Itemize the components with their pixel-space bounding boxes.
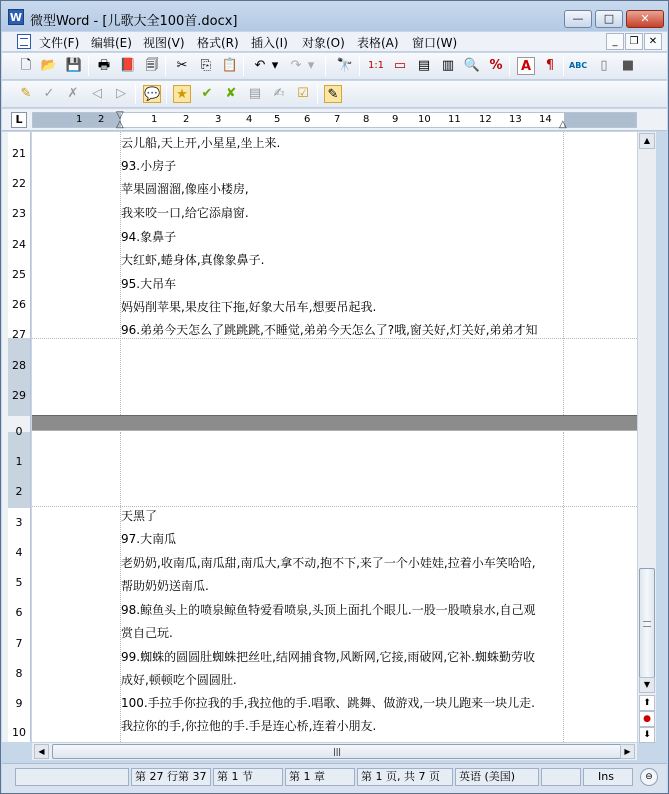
- vruler-number: 3: [15, 516, 23, 529]
- vruler-number: 27: [12, 328, 26, 341]
- standard-toolbar: [2, 53, 667, 80]
- horizontal-ruler[interactable]: [32, 112, 637, 128]
- maximize-icon: □: [603, 12, 615, 25]
- vruler-number: 1: [15, 455, 23, 468]
- ruler-number: 13: [509, 114, 522, 125]
- undo-icon[interactable]: ↶: [254, 58, 266, 73]
- shading-icon[interactable]: ■: [621, 58, 635, 73]
- title-bar: [1, 1, 668, 31]
- spelling-icon[interactable]: ABC: [569, 61, 588, 70]
- accept-change-icon[interactable]: ✓: [43, 86, 55, 101]
- review-pane-icon[interactable]: ▤: [248, 86, 262, 101]
- ruler-number: 11: [448, 114, 461, 125]
- text-line[interactable]: 96.弟弟今天怎么了跳跳跳,不睡觉,弟弟今天怎么了?哦,窗关好,灯关好,弟弟才知: [121, 323, 538, 337]
- vruler-number: 9: [15, 697, 23, 710]
- comment-icon[interactable]: 💬: [144, 87, 161, 102]
- ruler-number: 6: [304, 114, 311, 125]
- undo-dropdown-icon[interactable]: ▾: [271, 58, 279, 73]
- review-pane-toggle-icon[interactable]: ✎: [324, 85, 342, 103]
- document-icon[interactable]: [17, 34, 31, 49]
- scroll-right-button[interactable]: ▶: [620, 744, 635, 759]
- mdi-close-button[interactable]: ✕: [644, 33, 662, 50]
- first-line-indent-marker[interactable]: ▽: [116, 110, 124, 121]
- maximize-button[interactable]: [595, 10, 623, 28]
- redo-icon[interactable]: ↷: [290, 58, 302, 73]
- scroll-left-button[interactable]: ◀: [34, 744, 49, 759]
- vruler-number: 26: [12, 298, 26, 311]
- pdf-export-icon[interactable]: 📕: [119, 58, 137, 73]
- text-line[interactable]: 帮助奶奶送南瓜.: [121, 579, 209, 593]
- next-page-button[interactable]: ⬇: [639, 727, 655, 743]
- accept-all-icon[interactable]: ✔: [201, 86, 213, 101]
- ruler-number: 4: [246, 114, 253, 125]
- vruler-number: 7: [15, 637, 23, 650]
- text-line[interactable]: 云儿船,天上开,小星星,坐上来.: [121, 136, 281, 150]
- vruler-number: 28: [12, 359, 26, 372]
- menu-view[interactable]: 视图(V): [143, 36, 185, 50]
- print-icon[interactable]: 🖶: [97, 58, 111, 73]
- vruler-number: 24: [12, 238, 26, 251]
- previous-page-button[interactable]: ⬆: [639, 695, 655, 711]
- vruler-number: 5: [15, 576, 23, 589]
- copy-icon[interactable]: ⎘: [200, 58, 212, 73]
- status-page: 第 1 页, 共 7 页: [357, 768, 453, 786]
- one-page-icon[interactable]: ▭: [393, 58, 407, 73]
- zoom-icon[interactable]: 🔍: [463, 58, 481, 73]
- toolbar-separator: [359, 56, 360, 76]
- mdi-restore-button[interactable]: ❐: [625, 33, 643, 50]
- text-line[interactable]: 98.鲸鱼头上的喷泉鲸鱼特爱看喷泉,头顶上面扎个眼儿.一股一股喷泉水,自己观: [121, 603, 536, 617]
- ruler-bar: [2, 109, 667, 131]
- toolbar-separator: [509, 56, 510, 76]
- menu-file[interactable]: 文件(F): [39, 36, 80, 50]
- menu-table[interactable]: 表格(A): [357, 36, 399, 50]
- find-icon[interactable]: 🔭: [336, 58, 354, 73]
- document-editing-area[interactable]: [32, 132, 637, 742]
- status-empty-pane: [541, 768, 581, 786]
- minimize-icon: —: [572, 12, 584, 25]
- ruler-number: 2: [98, 114, 105, 125]
- vruler-bottom-margin: [8, 338, 30, 416]
- window-title: 微型Word - [儿歌大全100首.docx]: [30, 14, 238, 29]
- vruler-number: 25: [12, 268, 26, 281]
- menu-format[interactable]: 格式(R): [197, 36, 239, 50]
- menu-insert[interactable]: 插入(I): [251, 36, 288, 50]
- review-options-icon[interactable]: ✍: [273, 86, 285, 101]
- horizontal-scroll-thumb[interactable]: [52, 744, 622, 759]
- print-preview-icon[interactable]: 🗐: [145, 58, 159, 73]
- menu-bar: [2, 32, 667, 52]
- status-section: 第 1 节: [213, 768, 283, 786]
- review-done-icon[interactable]: ☑: [297, 86, 309, 101]
- open-folder-icon[interactable]: 📂: [40, 58, 58, 73]
- mdi-minimize-button[interactable]: _: [606, 33, 624, 50]
- tab-selector-button[interactable]: L: [11, 112, 27, 128]
- status-empty-pane: [15, 768, 129, 786]
- vertical-scrollbar[interactable]: [637, 132, 656, 742]
- cut-icon[interactable]: ✂: [176, 58, 188, 73]
- ruler-number: 2: [183, 114, 190, 125]
- horizontal-scrollbar[interactable]: [32, 742, 637, 760]
- vruler-number: 4: [15, 546, 23, 559]
- ruler-number: 9: [392, 114, 399, 125]
- vruler-number: 29: [12, 389, 26, 402]
- scroll-down-button[interactable]: ▼: [639, 677, 655, 693]
- vruler-number: 0: [15, 425, 23, 438]
- toolbar-separator: [325, 56, 326, 76]
- save-icon[interactable]: 💾: [65, 58, 83, 73]
- text-line[interactable]: 老奶奶,收南瓜,南瓜甜,南瓜大,拿不动,抱不下,来了一个小娃娃,拉着小车笑哈哈,: [121, 556, 536, 570]
- vruler-number: 2: [15, 485, 23, 498]
- ruler-number: 10: [418, 114, 431, 125]
- percent-zoom-icon[interactable]: %: [489, 58, 503, 73]
- status-insert-mode[interactable]: Ins: [583, 768, 633, 786]
- close-button[interactable]: [626, 10, 664, 28]
- two-pages-icon[interactable]: ▥: [441, 58, 455, 73]
- text-line[interactable]: 100.手拉手你拉我的手,我拉他的手.唱歌、跳舞、做游戏,一块儿跑来一块儿走.: [121, 696, 535, 710]
- previous-change-icon[interactable]: ◁: [92, 86, 102, 101]
- track-change-icon[interactable]: ✎: [20, 86, 32, 101]
- vertical-scroll-thumb[interactable]: [639, 568, 655, 678]
- text-line[interactable]: 赏自己玩.: [121, 626, 173, 640]
- scroll-up-button[interactable]: ▲: [639, 133, 655, 149]
- left-indent-marker[interactable]: △: [116, 119, 124, 130]
- menu-edit[interactable]: 编辑(E): [91, 36, 132, 50]
- text-line[interactable]: 成好,顿顿吃个圆圆肚.: [121, 673, 237, 687]
- mark-icon[interactable]: ★: [173, 85, 191, 103]
- toolbar-separator: [317, 84, 318, 104]
- ruler-number: 1: [76, 114, 83, 125]
- vruler-number: 10: [12, 726, 26, 739]
- paragraph-icon[interactable]: ¶: [545, 58, 555, 73]
- right-indent-marker[interactable]: △: [559, 119, 567, 130]
- toolbar-separator: [135, 84, 136, 104]
- ruler-number: 8: [363, 114, 370, 125]
- word-app-icon[interactable]: W: [9, 11, 23, 24]
- next-change-icon[interactable]: ▷: [116, 86, 126, 101]
- ruler-number: 3: [215, 114, 222, 125]
- toolbar-separator: [88, 56, 89, 76]
- menu-object[interactable]: 对象(O): [302, 36, 345, 50]
- text-line[interactable]: 天黑了: [121, 509, 158, 523]
- grip-icon: |||: [333, 747, 342, 756]
- text-line[interactable]: 大红虾,蜷身体,真像象鼻子.: [121, 253, 265, 267]
- ruler-number: 14: [539, 114, 552, 125]
- new-document-icon[interactable]: 🗋: [20, 58, 32, 73]
- text-line[interactable]: 我拉你的手,你拉他的手.手是连心桥,连着小朋友.: [121, 719, 377, 733]
- paste-icon[interactable]: 📋: [221, 58, 239, 73]
- ruler-right-margin: [564, 113, 636, 127]
- vruler-number: 8: [15, 667, 23, 680]
- text-line[interactable]: 95.大吊车: [121, 277, 177, 291]
- status-line-column: 第 27 行第 37: [131, 768, 211, 786]
- reject-change-icon[interactable]: ✗: [67, 86, 79, 101]
- vertical-ruler[interactable]: [2, 132, 31, 742]
- ruler-number: 1: [151, 114, 158, 125]
- actual-size-icon[interactable]: 1:1: [367, 60, 385, 71]
- close-icon: ✕: [640, 12, 650, 25]
- page-break-gap: [32, 415, 637, 431]
- margin-guide: [563, 132, 564, 415]
- ruler-number: 5: [274, 114, 281, 125]
- text-line[interactable]: 苹果圆溜溜,像座小楼房,: [121, 182, 249, 196]
- page-width-icon[interactable]: ▤: [417, 58, 431, 73]
- font-color-icon[interactable]: A: [517, 57, 535, 75]
- status-chapter: 第 1 章: [285, 768, 355, 786]
- redo-dropdown-icon[interactable]: ▾: [307, 58, 315, 73]
- vruler-number: 21: [12, 147, 26, 160]
- text-line[interactable]: 妈妈削苹果,果皮往下拖,好象大吊车,想要吊起我.: [121, 300, 377, 314]
- status-bar: [2, 763, 667, 793]
- status-language: 英语 (美国): [455, 768, 539, 786]
- vruler-number: 23: [12, 207, 26, 220]
- vruler-number: 6: [15, 606, 23, 619]
- menu-window[interactable]: 窗口(W): [412, 36, 458, 50]
- reject-all-icon[interactable]: ✘: [225, 86, 237, 101]
- toolbar-separator: [165, 56, 166, 76]
- margin-guide: [563, 432, 564, 742]
- text-line[interactable]: 93.小房子: [121, 159, 177, 173]
- ruler-number: 7: [334, 114, 341, 125]
- columns-icon[interactable]: ▯: [600, 58, 608, 73]
- toolbar-separator: [166, 84, 167, 104]
- select-browse-object-button[interactable]: ●: [639, 711, 655, 727]
- margin-guide: [32, 338, 637, 339]
- text-line[interactable]: 99.蜘蛛的圆圆肚蜘蛛把丝吐,结网捕食物,风断网,它接,雨破网,它补.蜘蛛勤劳收: [121, 650, 535, 664]
- review-toolbar: [2, 81, 667, 108]
- ruler-number: 12: [479, 114, 492, 125]
- text-line[interactable]: 97.大南瓜: [121, 532, 177, 546]
- toolbar-separator: [563, 56, 564, 76]
- zoom-out-icon[interactable]: ⊖: [640, 768, 658, 786]
- minimize-button[interactable]: [564, 10, 592, 28]
- toolbar-separator: [243, 56, 244, 76]
- vruler-number: 22: [12, 177, 26, 190]
- margin-guide: [120, 132, 121, 415]
- text-line[interactable]: 我来咬一口,给它添扇窗.: [121, 206, 249, 220]
- grip-icon: [643, 621, 651, 627]
- text-line[interactable]: 94.象鼻子: [121, 230, 177, 244]
